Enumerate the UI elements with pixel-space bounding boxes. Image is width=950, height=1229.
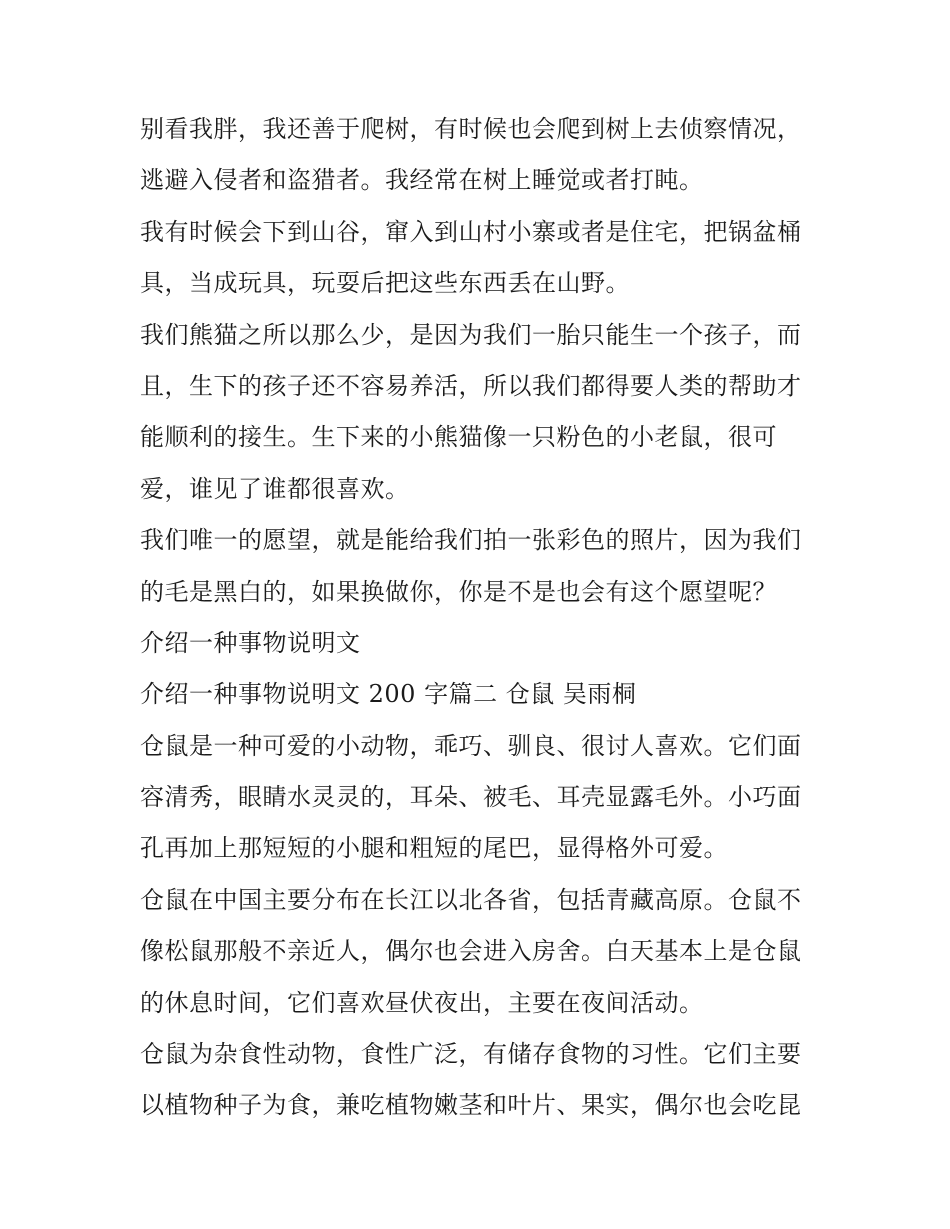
- heading-line: 介绍一种事物说明文: [140, 628, 361, 657]
- paragraph-panda-birth: [140, 310, 820, 516]
- text-line: 且，生下的孩子还不容易养活，所以我们都得要人类的帮助才: [140, 371, 802, 400]
- section-heading: [140, 618, 820, 669]
- text-line: 我们熊猫之所以那么少，是因为我们一胎只能生一个孩子，而: [140, 320, 802, 349]
- text-line: 孔再加上那短短的小腿和粗短的尾巴，显得格外可爱。: [140, 834, 728, 863]
- text-line: 容清秀，眼睛水灵灵的，耳朵、被毛、耳壳显露毛外。小巧面: [140, 783, 802, 812]
- text-line: 别看我胖，我还善于爬树，有时候也会爬到树上去侦察情况，: [140, 115, 802, 143]
- paragraph-hamster-appearance: [140, 721, 820, 875]
- text-line: 仓鼠为杂食性动物，食性广泛，有储存食物的习性。它们主要: [140, 1040, 802, 1069]
- article-title: [140, 669, 820, 720]
- text-line: 逃避入侵者和盗猎者。我经常在树上睡觉或者打盹。: [140, 166, 704, 195]
- paragraph-panda-climbing: [140, 104, 820, 207]
- text-line: 能顺利的接生。生下来的小熊猫像一只粉色的小老鼠，很可: [140, 423, 777, 452]
- paragraph-panda-valley: [140, 207, 820, 310]
- paragraph-hamster-distribution: [140, 875, 820, 1029]
- text-line: 具，当成玩具，玩耍后把这些东西丢在山野。: [140, 269, 630, 298]
- text-line: 爱，谁见了谁都很喜欢。: [140, 474, 410, 503]
- text-line: 仓鼠在中国主要分布在长江以北各省，包括青藏高原。仓鼠不: [140, 885, 802, 914]
- text-line: 像松鼠那般不亲近人，偶尔也会进入房舍。白天基本上是仓鼠: [140, 937, 802, 966]
- text-line: 以植物种子为食，兼吃植物嫩茎和叶片、果实，偶尔也会吃昆: [140, 1091, 802, 1120]
- paragraph-hamster-diet: [140, 1029, 820, 1132]
- text-line: 的毛是黑白的，如果换做你，你是不是也会有这个愿望呢？: [140, 577, 777, 606]
- title-line: 介绍一种事物说明文 200 字篇二 仓鼠 吴雨桐: [140, 680, 637, 709]
- text-line: 仓鼠是一种可爱的小动物，乖巧、驯良、很讨人喜欢。它们面: [140, 731, 802, 760]
- document-body: [140, 104, 820, 1132]
- text-line: 的休息时间，它们喜欢昼伏夜出，主要在夜间活动。: [140, 988, 704, 1017]
- text-line: 我们唯一的愿望，就是能给我们拍一张彩色的照片，因为我们: [140, 526, 802, 555]
- text-line: 我有时候会下到山谷，窜入到山村小寨或者是住宅，把锅盆桶: [140, 217, 802, 246]
- paragraph-panda-wish: [140, 515, 820, 618]
